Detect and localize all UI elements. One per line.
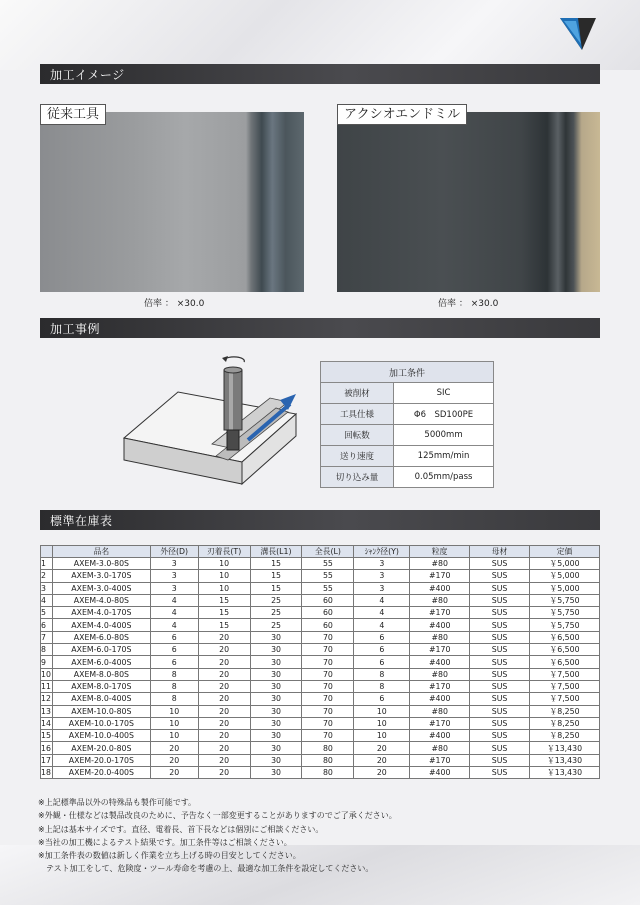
table-cell: 15 [198,607,250,619]
table-cell: SUS [470,693,530,705]
table-cell: #170 [410,680,470,692]
table-cell: #400 [410,730,470,742]
table-cell: 55 [302,558,354,570]
table-row [41,668,600,680]
table-cell: 25 [250,619,302,631]
table-cell: AXEM-3.0-400S [52,582,150,594]
table-cell: 20 [198,767,250,779]
table-cell: SUS [470,742,530,754]
table-cell: SUS [470,619,530,631]
table-cell: AXEM-3.0-80S [52,558,150,570]
table-cell: 20 [198,754,250,766]
condition-value: SIC [394,383,494,404]
table-cell: 9 [41,656,53,668]
table-cell: 20 [198,644,250,656]
table-cell: 3 [354,570,410,582]
section-header-image [40,64,600,84]
table-cell: 20 [198,742,250,754]
machining-diagram [118,350,308,490]
table-cell: AXEM-4.0-400S [52,619,150,631]
table-cell: AXEM-6.0-170S [52,644,150,656]
table-cell: 3 [150,582,198,594]
condition-value: 125mm/min [394,446,494,467]
note-line: テスト加工をして、危険度・ツール寿命を考慮の上、最適な加工条件を設定してください。 [38,864,374,874]
condition-label: 回転数 [321,425,394,446]
table-cell: 20 [150,754,198,766]
photo-caption: 倍率 ： ×30.0 [438,299,499,309]
table-cell: 8 [354,680,410,692]
table-cell: ￥5,750 [530,607,600,619]
table-cell: #80 [410,705,470,717]
table-cell: ￥8,250 [530,730,600,742]
table-cell: SUS [470,668,530,680]
table-cell: 60 [302,607,354,619]
photo-label-conventional: 従来工具 [40,104,106,125]
table-cell: #80 [410,742,470,754]
table-cell: 20 [198,730,250,742]
table-cell: 16 [41,743,51,753]
table-cell: 11 [41,682,51,692]
table-cell: 10 [354,730,410,742]
table-cell: SUS [470,644,530,656]
table-cell: 30 [250,767,302,779]
table-cell: 20 [198,656,250,668]
table-cell: 8 [354,668,410,680]
table-cell: ￥7,500 [530,680,600,692]
table-cell: SUS [470,754,530,766]
table-cell: SUS [470,767,530,779]
table-cell: 10 [198,582,250,594]
table-cell: 8 [150,693,198,705]
table-cell: 6 [354,656,410,668]
table-cell: ￥7,500 [530,693,600,705]
column-header: 全長(L) [302,546,354,558]
table-cell: SUS [470,705,530,717]
table-cell: AXEM-10.0-170S [52,717,150,729]
table-cell: #170 [410,570,470,582]
table-cell: AXEM-20.0-80S [52,742,150,754]
table-cell: 6 [354,631,410,643]
condition-value: 0.05mm/pass [394,467,494,488]
table-cell: SUS [470,717,530,729]
table-cell: 70 [302,656,354,668]
table-cell: 7 [41,631,53,643]
table-cell: #80 [410,558,470,570]
table-cell: SUS [470,570,530,582]
table-cell: ￥5,000 [530,582,600,594]
table-row [41,730,600,742]
table-cell: 20 [198,668,250,680]
table-cell: 2 [41,570,53,582]
table-cell: ￥13,430 [530,767,600,779]
condition-label: 被削材 [321,383,394,404]
table-cell: 70 [302,705,354,717]
table-cell: 15 [250,558,302,570]
table-cell: 1 [41,558,53,570]
table-cell: 60 [302,619,354,631]
table-cell: AXEM-4.0-170S [52,607,150,619]
table-row [41,717,600,729]
table-cell: AXEM-8.0-170S [52,680,150,692]
table-row [41,558,600,570]
table-row [41,705,600,717]
table-cell: ￥13,430 [530,754,600,766]
header-background [0,0,640,70]
table-cell: 4 [354,619,410,631]
conventional-tool-photo [40,112,304,292]
table-cell: 12 [41,694,51,704]
table-cell: AXEM-20.0-170S [52,754,150,766]
table-cell: 10 [354,717,410,729]
table-cell: 10 [41,669,51,679]
stock-table [40,545,600,779]
table-cell: 6 [150,631,198,643]
table-cell: 10 [354,705,410,717]
table-cell: 3 [354,582,410,594]
condition-label: 切り込み量 [321,467,394,488]
table-cell: 4 [41,594,53,606]
table-cell: 30 [250,631,302,643]
table-cell: SUS [470,558,530,570]
table-cell: 80 [302,767,354,779]
table-cell: ￥5,000 [530,558,600,570]
table-cell: #400 [410,693,470,705]
note-line: ※上記は基本サイズです。直径、電着長、首下長などは個別にご相談ください。 [38,824,324,834]
table-cell: 4 [354,594,410,606]
table-row [41,693,600,705]
table-cell: 80 [302,742,354,754]
table-cell: 5 [41,607,53,619]
table-cell: 70 [302,717,354,729]
table-cell: 10 [150,730,198,742]
table-cell: AXEM-10.0-400S [52,730,150,742]
table-cell: 17 [41,755,51,765]
axio-endmill-photo [337,112,600,292]
table-cell: SUS [470,631,530,643]
column-header: 溝長(L1) [250,546,302,558]
table-cell: 20 [198,693,250,705]
photo-caption: 倍率 ： ×30.0 [144,299,205,309]
company-logo-icon [558,14,598,52]
table-cell: 6 [354,644,410,656]
table-cell: 6 [150,656,198,668]
table-cell: #170 [410,717,470,729]
table-cell: 30 [250,644,302,656]
column-header: 定価 [530,546,600,558]
table-cell: AXEM-8.0-400S [52,693,150,705]
table-cell: 30 [250,668,302,680]
section-title: 標準在庫表 [50,514,113,528]
table-cell: SUS [470,656,530,668]
table-row [41,619,600,631]
table-cell: 55 [302,570,354,582]
table-cell: 25 [250,607,302,619]
table-cell: ￥6,500 [530,644,600,656]
table-cell: 15 [250,582,302,594]
column-header: ｼｬﾝｸ径(Y) [354,546,410,558]
table-cell: 30 [250,742,302,754]
table-cell: #400 [410,582,470,594]
table-cell: 30 [250,680,302,692]
table-cell: 20 [150,742,198,754]
table-cell: #80 [410,594,470,606]
table-cell: 20 [198,705,250,717]
table-cell: 4 [354,607,410,619]
table-row [41,631,600,643]
table-cell: 80 [302,754,354,766]
conditions-title: 加工条件 [321,362,494,383]
table-cell: 25 [250,594,302,606]
table-cell: AXEM-4.0-80S [52,594,150,606]
table-cell: 70 [302,680,354,692]
column-header: 刃着長(T) [198,546,250,558]
table-cell: 70 [302,644,354,656]
section-header-example [40,318,600,338]
table-row [41,680,600,692]
table-cell: 30 [250,717,302,729]
table-cell: 15 [198,594,250,606]
table-cell: 8 [41,644,53,656]
table-cell: 30 [250,730,302,742]
table-cell: ￥7,500 [530,668,600,680]
table-cell: 20 [354,754,410,766]
table-row [41,594,600,606]
condition-value: 5000mm [394,425,494,446]
table-cell: #80 [410,668,470,680]
table-cell: 13 [41,706,51,716]
table-cell: AXEM-10.0-80S [52,705,150,717]
table-cell: 20 [198,717,250,729]
table-cell: 30 [250,693,302,705]
note-line: ※外観・仕様などは製品改良のために、予告なく一部変更することがありますのでご了承ください。 [38,811,397,821]
table-cell: #170 [410,754,470,766]
table-cell: 70 [302,693,354,705]
photo-label-axio: アクシオエンドミル [337,104,467,125]
table-cell: 3 [354,558,410,570]
table-cell: 3 [150,558,198,570]
table-cell: AXEM-20.0-400S [52,767,150,779]
table-cell: #170 [410,607,470,619]
cutting-conditions-table [320,361,494,488]
note-line: ※加工条件表の数値は新しく作業を立ち上げる時の目安としてください。 [38,851,301,861]
section-title: 加工イメージ [50,68,125,82]
table-cell: 10 [198,558,250,570]
section-header-stock [40,510,600,530]
table-cell: ￥6,500 [530,656,600,668]
table-cell: ￥5,750 [530,619,600,631]
table-row [41,754,600,766]
table-cell: 15 [198,619,250,631]
table-cell: 8 [150,668,198,680]
table-cell: AXEM-3.0-170S [52,570,150,582]
table-cell: SUS [470,607,530,619]
table-cell: ￥8,250 [530,717,600,729]
table-cell: 60 [302,594,354,606]
table-cell: 15 [41,731,51,741]
table-row [41,607,600,619]
table-cell: #400 [410,656,470,668]
table-cell: 20 [354,767,410,779]
table-cell: 4 [150,594,198,606]
note-line: ※上記標準品以外の特殊品も製作可能です。 [38,798,197,807]
table-cell: 10 [150,717,198,729]
table-cell: AXEM-8.0-80S [52,668,150,680]
condition-label: 送り速度 [321,446,394,467]
notes [38,796,397,876]
table-cell: 30 [250,705,302,717]
table-cell: ￥13,430 [530,742,600,754]
table-cell: #400 [410,619,470,631]
section-title: 加工事例 [50,322,101,336]
table-cell: 6 [41,619,53,631]
table-cell: 10 [198,570,250,582]
table-cell: 30 [250,656,302,668]
table-cell: 20 [354,742,410,754]
table-row [41,656,600,668]
table-row [41,570,600,582]
table-cell: SUS [470,582,530,594]
table-row [41,767,600,779]
table-cell: ￥8,250 [530,705,600,717]
table-cell: 30 [250,754,302,766]
table-cell: #80 [410,631,470,643]
table-cell: SUS [470,730,530,742]
table-cell: ￥5,750 [530,594,600,606]
condition-label: 工具仕様 [321,404,394,425]
table-cell: 6 [150,644,198,656]
table-cell: 6 [354,693,410,705]
table-cell: 20 [198,631,250,643]
condition-value: Φ6 SD100PE [394,404,494,425]
column-header: 品名 [52,546,150,558]
note-line: ※当社の加工機によるテスト結果です。加工条件等はご相談ください。 [38,837,292,847]
table-cell: 55 [302,582,354,594]
table-cell: #170 [410,644,470,656]
table-cell: AXEM-6.0-400S [52,656,150,668]
table-cell: AXEM-6.0-80S [52,631,150,643]
table-cell: ￥6,500 [530,631,600,643]
column-header: 外径(D) [150,546,198,558]
table-cell: 14 [41,719,51,728]
table-cell: #400 [410,767,470,779]
table-cell: 10 [150,705,198,717]
table-cell: ￥5,000 [530,570,600,582]
table-cell: 18 [41,768,51,778]
table-cell: 70 [302,730,354,742]
table-cell: 3 [150,570,198,582]
table-cell: 70 [302,668,354,680]
column-header [41,546,53,558]
table-cell: 4 [150,607,198,619]
table-cell: 20 [150,767,198,779]
table-cell: 4 [150,619,198,631]
table-cell: 8 [150,680,198,692]
table-cell: 3 [41,582,53,594]
table-row [41,582,600,594]
table-row [41,644,600,656]
table-cell: SUS [470,594,530,606]
table-cell: 20 [198,680,250,692]
column-header: 母材 [470,546,530,558]
column-header: 粒度 [410,546,470,558]
table-cell: 15 [250,570,302,582]
table-row [41,742,600,754]
table-cell: 70 [302,631,354,643]
table-cell: SUS [470,680,530,692]
